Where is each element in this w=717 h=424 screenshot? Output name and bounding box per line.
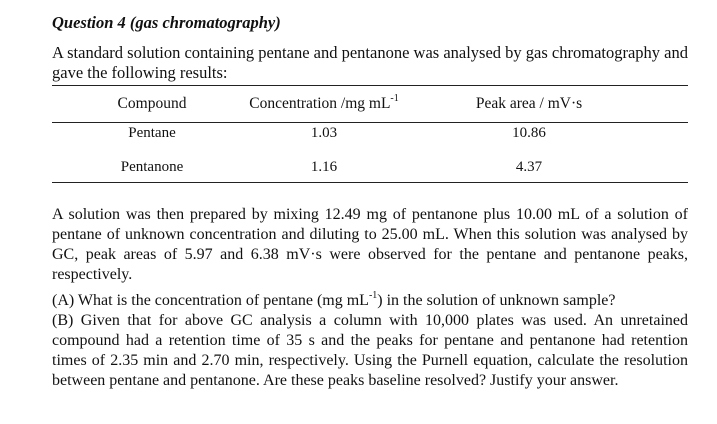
header-peak-area: Peak area / mV·s bbox=[475, 95, 583, 112]
part-a-exponent: -1 bbox=[368, 290, 378, 301]
table-bottom-rule bbox=[52, 182, 688, 183]
table-cell-peak-area: 10.86 bbox=[512, 125, 546, 141]
header-concentration bbox=[249, 95, 399, 113]
part-a-text-end: ) in the solution of unknown sample? bbox=[377, 292, 616, 309]
table-top-rule bbox=[52, 85, 688, 86]
intro-text: A standard solution containing pentane and pentanone was analysed by gas chromatography and gave the following results: bbox=[52, 43, 688, 82]
table-cell-concentration: 1.16 bbox=[310, 159, 338, 175]
part-b-question: (B) Given that for above GC analysis a column with 10,000 plates was used. An unretained compound had a retention time of 35 s and the peaks for pentane and pentanone had retention times of 2.35 min and 2.70 min, respectively. Using the Purnell equation, calculate the resolution between pentane and pentanone. Are these peaks baseline resolved? Justify your answer. bbox=[52, 312, 688, 389]
header-compound: Compound bbox=[117, 95, 187, 112]
part-a-question bbox=[52, 291, 688, 311]
header-concentration-exponent: -1 bbox=[390, 93, 399, 104]
header-concentration-text: Concentration /mg mL bbox=[249, 95, 391, 112]
procedure-paragraph: A solution was then prepared by mixing 12.49 mg of pentanone plus 10.00 mL of a solution of pentane of unknown concentration and diluting to 25.00 mL. When this solution was analysed by GC, peak areas of 5.97 and 6.38 mV·s were observed for the pentane and pentanone peaks, respectively. bbox=[52, 206, 688, 283]
table-header-rule bbox=[52, 122, 688, 123]
table-cell-concentration: 1.03 bbox=[310, 125, 338, 141]
question-heading: Question 4 (gas chromatography) bbox=[52, 13, 281, 32]
table-cell-peak-area: 4.37 bbox=[515, 159, 543, 175]
table-cell-compound: Pentanone bbox=[120, 159, 184, 175]
part-a-text-start: (A) What is the concentration of pentane (mg mL bbox=[52, 292, 369, 309]
table-cell-compound: Pentane bbox=[128, 125, 176, 141]
